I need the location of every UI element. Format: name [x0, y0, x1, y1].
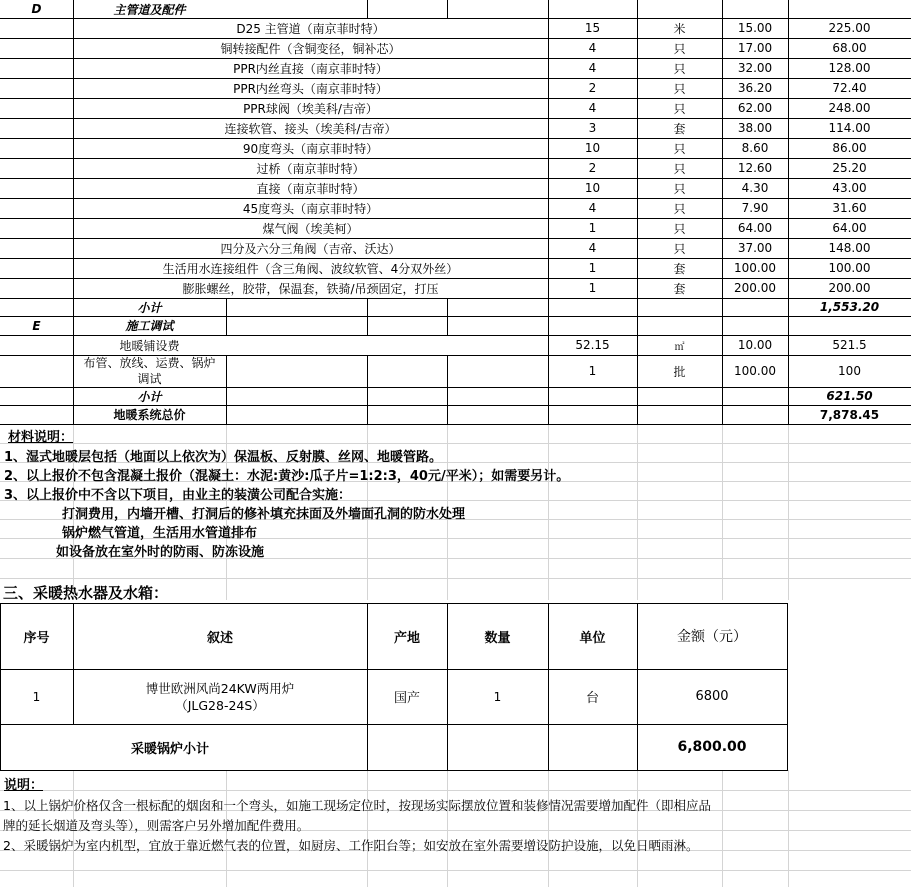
- notes-line-1b: 牌的延长烟道及弯头等），则需客户另外增加配件费用。: [3, 818, 310, 833]
- d-row-12-qty: 4: [588, 241, 597, 255]
- section-d-subtotal: 1,553.20: [819, 300, 880, 314]
- d-row-9-unit: 只: [673, 181, 686, 196]
- d-row-8-qty: 2: [588, 161, 597, 175]
- s3-header-desc: 叙述: [206, 630, 233, 646]
- e-row-1-name: 地暖铺设费: [119, 338, 180, 353]
- section-d-title: 主管道及配件: [113, 2, 186, 17]
- d-row-11-name: 煤气阀（埃美柯）: [262, 221, 359, 236]
- d-row-13-qty: 1: [588, 261, 597, 275]
- d-row-1-unit: 米: [673, 21, 686, 36]
- d-row-2-amount: 68.00: [832, 41, 867, 55]
- d-row-1-price: 15.00: [737, 21, 773, 35]
- s3-row-desc-line1: 博世欧洲风尚24KW两用炉: [145, 680, 295, 696]
- s3-row-desc: [73, 669, 367, 724]
- d-row-14-qty: 1: [588, 281, 597, 295]
- d-row-14-amount: 200.00: [828, 281, 871, 295]
- d-row-2-qty: 4: [588, 41, 597, 55]
- e-row-1-qty: 52.15: [575, 338, 610, 352]
- d-row-14-price: 200.00: [734, 281, 776, 295]
- d-row-2-price: 17.00: [737, 41, 773, 55]
- d-row-10-amount: 31.60: [832, 201, 867, 215]
- d-row-8-unit: 只: [673, 161, 686, 176]
- s3-row-origin: 国产: [393, 691, 420, 706]
- d-row-9-name: 直接（南京菲时特）: [256, 181, 365, 196]
- notes-title: 说明：: [4, 778, 44, 793]
- materials-line-3: 3、以上报价中不含以下项目，由业主的装潢公司配合实施：: [4, 488, 352, 503]
- section-d-subtotal-label: 小计: [137, 300, 162, 315]
- section-d-code: D: [31, 2, 42, 16]
- d-row-14-name: 膨胀螺丝，胶带，保温套，铁骑/吊颈固定，打压: [182, 281, 439, 296]
- e-row-2-name: 布管、放线、运费、锅炉调试: [83, 356, 216, 386]
- section-e-subtotal: 621.50: [826, 389, 873, 403]
- total-label: 地暖系统总价: [113, 408, 186, 422]
- section3-title: 三、采暖热水器及水箱：: [3, 584, 169, 602]
- d-row-5-name: PPR球阀（埃美科/吉帝）: [243, 101, 378, 116]
- d-row-13-name: 生活用水连接组件（含三角阀、波纹软管、4分双外丝）: [162, 261, 459, 276]
- d-row-14-unit: 套: [673, 281, 686, 296]
- d-row-10-price: 7.90: [741, 201, 769, 215]
- d-row-11-qty: 1: [588, 221, 597, 235]
- e-row-1-price: 10.00: [737, 338, 773, 352]
- d-row-10-qty: 4: [588, 201, 597, 215]
- materials-line-2: 2、以上报价不包含混凝土报价（混凝土：水泥:黄沙:瓜子片=1:2:3，40元/平米）；如需要另计。: [4, 469, 570, 484]
- d-row-8-price: 12.60: [737, 161, 773, 175]
- s3-row-unit: 台: [585, 691, 599, 706]
- materials-sub-3: 如设备放在室外时的防雨、防冻设施: [56, 545, 265, 560]
- materials-sub-2: 锅炉燃气管道，生活用水管道排布: [62, 526, 258, 541]
- d-row-3-qty: 4: [588, 61, 597, 75]
- d-row-1-qty: 15: [584, 21, 601, 35]
- materials-title: 材料说明：: [8, 430, 74, 445]
- d-row-12-name: 四分及六分三角阀（吉帝、沃达）: [220, 241, 401, 256]
- d-row-8-name: 过桥（南京菲时特）: [256, 161, 365, 176]
- e-row-1-unit: ㎡: [674, 341, 685, 353]
- d-row-13-price: 100.00: [734, 261, 776, 275]
- d-row-6-qty: 3: [588, 121, 597, 135]
- section-e-title: 施工调试: [125, 319, 174, 333]
- d-row-7-amount: 86.00: [832, 141, 867, 155]
- d-row-2-name: 铜转接配件（含铜变径，铜补芯）: [220, 41, 401, 56]
- s3-row-no: 1: [32, 689, 41, 704]
- s3-row-desc-line2: （JLG28-24S）: [175, 697, 265, 713]
- d-row-3-unit: 只: [673, 61, 686, 76]
- total-value: 7,878.45: [819, 407, 880, 422]
- d-row-5-unit: 只: [673, 101, 686, 116]
- d-row-3-name: PPR内丝直接（南京菲时特）: [233, 61, 388, 76]
- d-row-7-price: 8.60: [741, 141, 769, 155]
- d-row-11-amount: 64.00: [832, 221, 867, 235]
- notes-line-2: 2、采暖锅炉为室内机型，宜放于靠近燃气表的位置，如厨房、工作阳台等；如安放在室外需要增设防护设施，以免日晒雨淋。: [3, 838, 699, 853]
- materials-line-1: 1、湿式地暖层包括（地面以上依次为）保温板、反射膜、丝网、地暖管路。: [4, 450, 443, 465]
- d-row-7-unit: 只: [673, 141, 686, 156]
- d-row-6-price: 38.00: [737, 121, 773, 135]
- s3-header-unit: 单位: [579, 630, 606, 646]
- s3-header-no: 序号: [23, 630, 50, 646]
- s3-row-amount: 6800: [695, 689, 729, 704]
- d-row-11-price: 64.00: [737, 221, 773, 235]
- e-row-2-unit: 批: [673, 364, 686, 379]
- d-row-7-name: 90度弯头（南京菲时特）: [242, 141, 379, 156]
- e-row-2-qty: 1: [588, 364, 597, 378]
- d-row-6-unit: 套: [673, 121, 686, 136]
- d-row-5-qty: 4: [588, 101, 597, 115]
- d-row-5-amount: 248.00: [828, 101, 871, 115]
- d-row-10-unit: 只: [673, 201, 686, 216]
- d-row-3-price: 32.00: [737, 61, 773, 75]
- d-row-1-name: D25 主管道（南京菲时特）: [236, 21, 385, 36]
- s3-row-qty: 1: [493, 689, 502, 704]
- d-row-12-price: 37.00: [737, 241, 773, 255]
- d-row-4-amount: 72.40: [832, 81, 867, 95]
- d-row-5-price: 62.00: [737, 101, 773, 115]
- e-row-1-amount: 521.5: [832, 338, 867, 352]
- d-row-6-name: 连接软管、接头（埃美科/吉帝）: [224, 121, 397, 136]
- e-row-2-amount: 100: [838, 364, 861, 378]
- materials-sub-1: 打洞费用，内墙开槽、打洞后的修补填充抹面及外墙面孔洞的防水处理: [62, 507, 466, 522]
- s3-header-qty: 数量: [484, 630, 511, 646]
- section-e-code: E: [32, 318, 41, 333]
- d-row-3-amount: 128.00: [828, 61, 871, 75]
- notes-line-1a: 1、以上锅炉价格仅含一根标配的烟囱和一个弯头，如施工现场定位时，按现场实际摆放位置和装修情况需要增加配件（即相应品: [3, 798, 711, 813]
- d-row-7-qty: 10: [584, 141, 601, 155]
- d-row-4-name: PPR内丝弯头（南京菲时特）: [233, 81, 388, 96]
- e-row-2-price: 100.00: [734, 364, 776, 378]
- d-row-13-amount: 100.00: [828, 261, 871, 275]
- d-row-9-amount: 43.00: [832, 181, 867, 195]
- d-row-6-amount: 114.00: [828, 121, 871, 135]
- d-row-4-unit: 只: [673, 81, 686, 96]
- d-row-9-price: 4.30: [741, 181, 769, 195]
- section-e-subtotal-label: 小计: [137, 389, 162, 404]
- d-row-13-unit: 套: [673, 261, 686, 276]
- s3-header-amount: 金额（元）: [677, 629, 747, 645]
- s3-subtotal-label: 采暖锅炉小计: [131, 741, 210, 757]
- s3-subtotal: 6,800.00: [677, 739, 747, 755]
- d-row-8-amount: 25.20: [832, 161, 867, 175]
- d-row-12-amount: 148.00: [828, 241, 871, 255]
- d-row-1-amount: 225.00: [828, 21, 871, 35]
- d-row-10-name: 45度弯头（南京菲时特）: [242, 201, 379, 216]
- d-row-12-unit: 只: [673, 241, 686, 256]
- d-row-11-unit: 只: [673, 221, 686, 236]
- s3-header-origin: 产地: [393, 630, 420, 646]
- d-row-4-price: 36.20: [737, 81, 773, 95]
- d-row-4-qty: 2: [588, 81, 597, 95]
- d-row-2-unit: 只: [673, 41, 686, 56]
- d-row-9-qty: 10: [584, 181, 601, 195]
